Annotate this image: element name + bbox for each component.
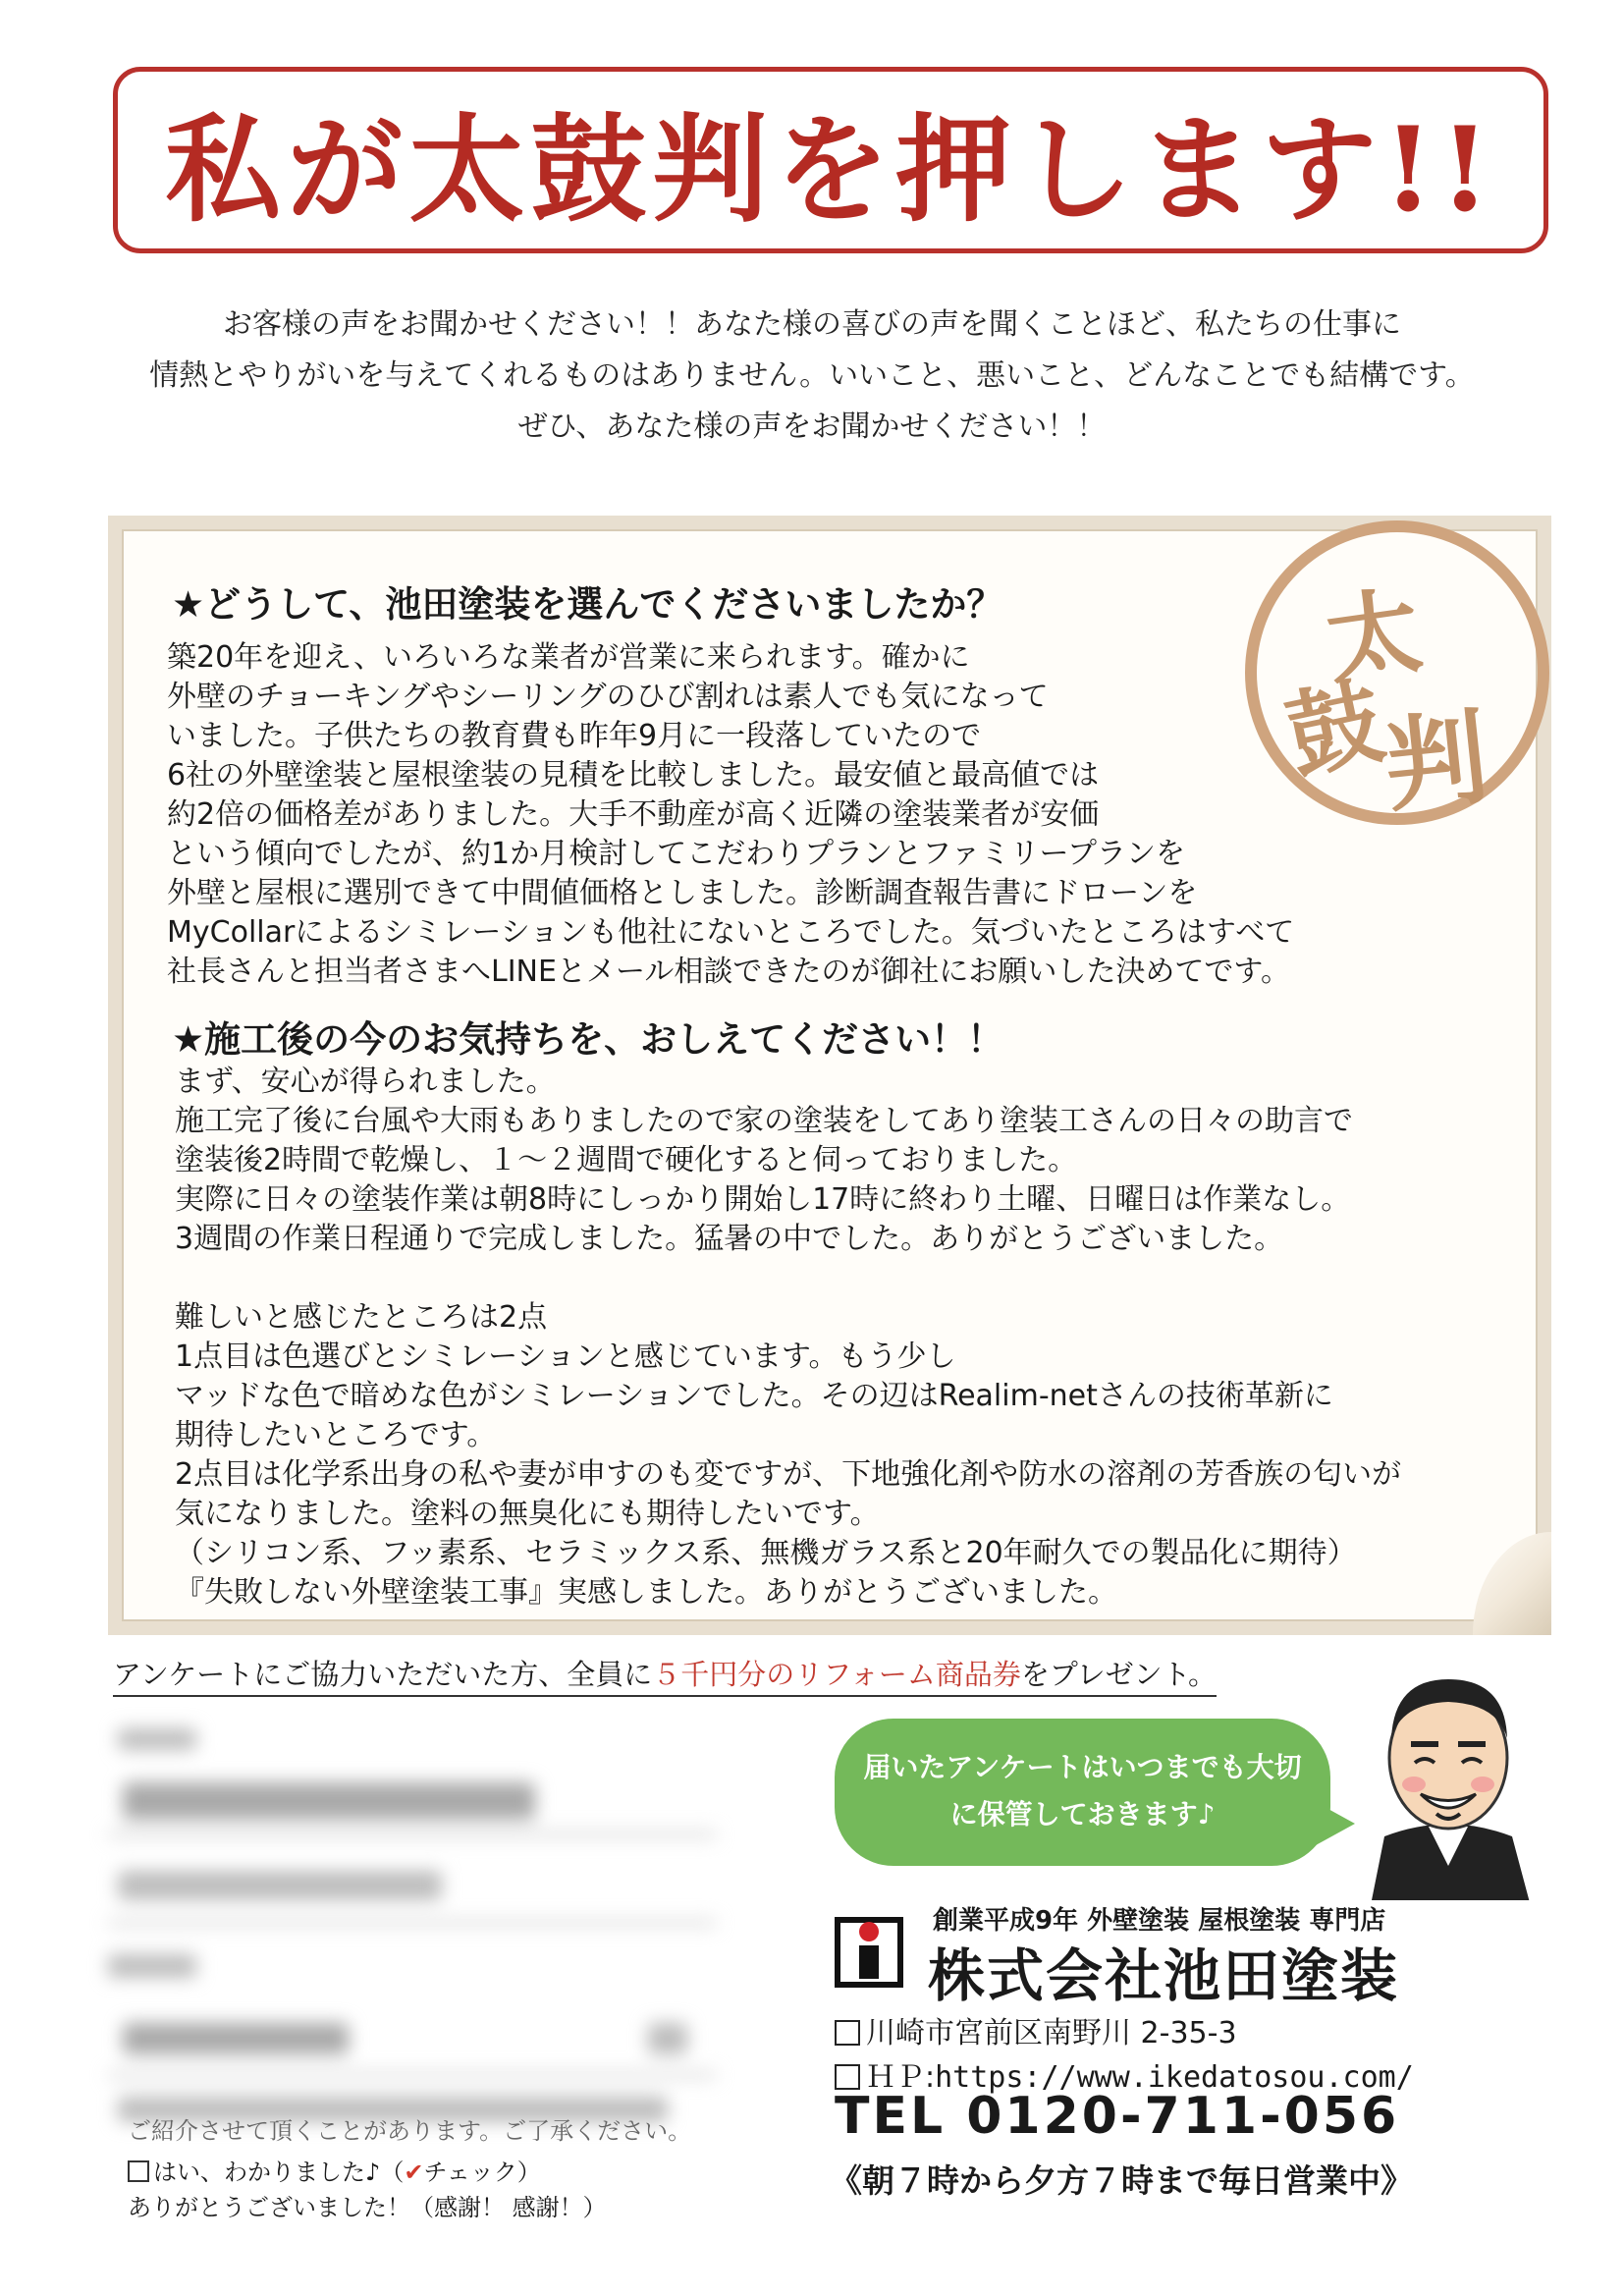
consent-check (128, 2153, 541, 2187)
stamp-char: 鼓 (1276, 665, 1393, 793)
question-1-answer (167, 638, 1294, 992)
president-caricature-icon (1360, 1665, 1537, 1910)
blur-bar (123, 1782, 535, 1820)
consent-text-partial: ご紹介させて頂くことがあります。ご了承ください。 (128, 2117, 692, 2145)
intro-line: ぜひ、あなた様の声をお聞かせください！！ (517, 410, 1107, 444)
bubble-line: に保管しておきます♪ (949, 1798, 1216, 1831)
company-name: 株式会社池田塗装 (928, 1942, 1400, 2009)
answer-line: 2点目は化学系出身の私や妻が申すのも変ですが、下地強化剤や防水の溶剤の芳香族の匂いが (175, 1457, 1402, 1492)
question-2-title: ★施工後の今のお気持ちを、おしえてください！！ (172, 1018, 1004, 1061)
answer-line: 期待したいところです。 (175, 1418, 497, 1452)
blur-bar (648, 2023, 687, 2054)
blur-bar (118, 1728, 196, 1750)
gift-suffix: をプレゼント。 (1020, 1658, 1218, 1691)
title-banner (113, 67, 1548, 253)
blur-bar (108, 1920, 717, 1926)
thanks-text: ありがとうございました！（感謝！ 感謝！） (128, 2194, 607, 2221)
square-icon (835, 2020, 860, 2046)
question-1-title: ★どうして、池田塗装を選んでくださいましたか？ (172, 583, 1003, 626)
answer-line: 社長さんと担当者さまへLINEとメール相談できたのが御社にお願いした決めてです。 (167, 955, 1290, 989)
check-label: はい、わかりました♪ (153, 2159, 381, 2186)
answer-line: マッドな色で暗めな色がシミレーションでした。その辺はRealim-netさんの技術革新に (175, 1379, 1333, 1413)
answer-line: 約2倍の価格差がありました。大手不動産が高く近隣の塗装業者が安価 (167, 797, 1100, 832)
gift-prefix: アンケートにご協力いただいた方、全員に (113, 1658, 653, 1691)
address-text: 川崎市宮前区南野川 2-35-3 (866, 2016, 1237, 2050)
answer-line: 難しいと感じたところは2点 (175, 1300, 548, 1335)
intro-text (98, 300, 1526, 453)
answer-line: 気になりました。塗料の無臭化にも期待したいです。 (175, 1497, 880, 1531)
answer-blank-line (175, 1259, 1401, 1298)
company-phone[interactable]: TEL 0120-711-056 (835, 2087, 1400, 2146)
blur-bar (108, 1954, 196, 1978)
question-2-answer (175, 1063, 1401, 1613)
answer-line: 施工完了後に台風や大雨もありましたので家の塗装をしてあり塗装工さんの日々の助言で (175, 1104, 1353, 1138)
hp-link[interactable]: https://www.ikedatosou.com/ (935, 2060, 1414, 2095)
answer-line: （シリコン系、フッ素系、セラミックス系、無機ガラス系と20年耐久での製品化に期待） (175, 1536, 1357, 1570)
answer-line: 外壁と屋根に選別できて中間値価格としました。診断調査報告書にドローンを (167, 876, 1198, 910)
check-note-open: （ (380, 2159, 405, 2186)
answer-line: MyCollarによるシミレーションも他社にないところでした。気づいたところはすべて (167, 915, 1295, 950)
intro-line: お客様の声をお聞かせください！！あなた様の喜びの声を聞くことほど、私たちの仕事に (223, 307, 1401, 342)
bubble-tail (1316, 1802, 1355, 1845)
gift-highlight: ５千円分のリフォーム商品券 (652, 1658, 1021, 1691)
gift-notice (113, 1653, 1217, 1697)
blurred-personal-info (98, 1709, 815, 2146)
stamp-char: 判 (1379, 695, 1494, 828)
blur-bar (108, 2072, 717, 2078)
company-address (835, 2008, 1237, 2051)
answer-line: 実際に日々の塗装作業は朝8時にしっかり開始し17時に終わり土曜、日曜日は作業なし。 (175, 1182, 1351, 1217)
answer-line: まず、安心が得られました。 (175, 1065, 556, 1099)
answer-line: 外壁のチョーキングやシーリングのひび割れは素人でも気になって (167, 680, 1049, 714)
answer-line: 『失敗しない外壁塗装工事』実感しました。ありがとうございました。 (175, 1575, 1117, 1610)
answer-line: いました。子供たちの教育費も昨年9月に一段落していたので (167, 719, 982, 753)
company-logo-icon (835, 1910, 903, 1989)
blur-bar (123, 2023, 349, 2054)
intro-line: 情熱とやりがいを与えてくれるものはありません。いいこと、悪いこと、どんなことでも結構です。 (149, 358, 1475, 393)
stamp-char: 太 (1319, 574, 1429, 698)
answer-line: 1点目は色選びとシミレーションと感じています。もう少し (175, 1339, 956, 1374)
blur-bar (108, 1831, 717, 1837)
check-note-text: チェック） (423, 2159, 541, 2186)
answer-line: 3週間の作業日程通りで完成しました。猛暑の中でした。ありがとうございました。 (175, 1222, 1284, 1256)
bubble-line: 届いたアンケートはいつまでも大切 (863, 1751, 1302, 1783)
answer-line: という傾向でしたが、約1か月検討してこだわりプランとファミリープランを (167, 837, 1185, 871)
company-tagline: 創業平成9年 外壁塗装 屋根塗装 専門店 (933, 1906, 1386, 1936)
answer-line: 築20年を迎え、いろいろな業者が営業に来られます。確かに (167, 640, 970, 675)
speech-bubble (835, 1719, 1330, 1866)
answer-line: 塗装後2時間で乾燥し、１～２週間で硬化すると伺っておりました。 (175, 1143, 1078, 1177)
checkbox[interactable] (128, 2160, 149, 2182)
page-title: 私が太鼓判を押します!! (165, 101, 1496, 238)
checkmark-icon: ✔ (404, 2159, 424, 2186)
hp-label: ＨＰ: (866, 2060, 936, 2095)
business-hours: 《朝７時から夕方７時まで毎日営業中》 (830, 2161, 1413, 2200)
blur-bar (118, 1871, 442, 1900)
answer-line: 6社の外壁塗装と屋根塗装の見積を比較しました。最安値と最高値では (167, 758, 1100, 793)
